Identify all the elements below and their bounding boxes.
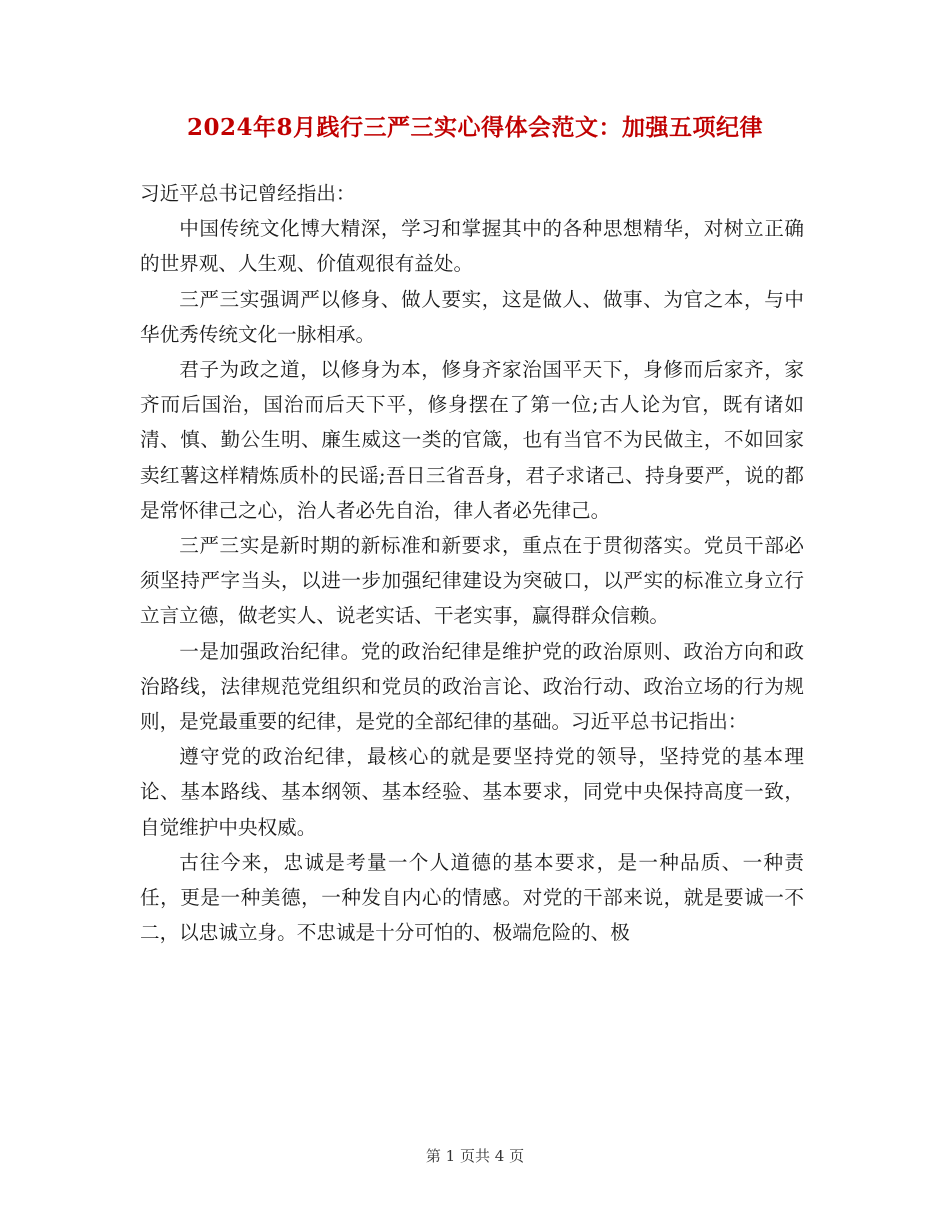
paragraph-intro: 习近平总书记曾经指出： [140,182,356,205]
paragraph: 三严三实强调严以修身、做人要实，这是做人、做事、为官之本，与中华优秀传统文化一脉相承。 [140,287,804,346]
paragraph: 一是加强政治纪律。党的政治纪律是维护党的政治原则、政治方向和政治路线，法律规范党组织和党员的政治言论、政治行动、政治立场的行为规则，是党最重要的纪律，是党的全部纪律的基础。习近平总书记指出： [140,639,804,734]
paragraph: 遵守党的政治纪律，最核心的就是要坚持党的领导，坚持党的基本理论、基本路线、基本纲领、基本经验、基本要求，同党中央保持高度一致，自觉维护中央权威。 [140,745,804,839]
paragraph: 中国传统文化博大精深，学习和掌握其中的各种思想精华，对树立正确的世界观、人生观、价值观很有益处。 [140,217,804,276]
page-number-footer: 第 1 页共 4 页 [425,1147,525,1165]
paragraph: 古往今来，忠诚是考量一个人道德的基本要求，是一种品质、一种责任，更是一种美德，一种发自内心的情感。对党的干部来说，就是要诚一不二，以忠诚立身。不忠诚是十分可怕的、极端危险的、极 [140,850,804,945]
document-title: 2024年8月践行三严三实心得体会范文：加强五项纪律 [186,114,764,141]
document-body [140,176,804,950]
paragraph: 君子为政之道，以修身为本，修身齐家治国平天下，身修而后家齐，家齐而后国治，国治而后天下平，修身摆在了第一位;古人论为官，既有诸如清、慎、勤公生明、廉生威这一类的官箴，也有当官不为民做主，不如回家卖红薯这样精炼质朴的民谣;吾日三省吾身，君子求诸己、持身要严，说的都是常怀律己之心，治人者必先自治，律人者必先律己。 [140,358,804,522]
paragraph: 三严三实是新时期的新标准和新要求，重点在于贯彻落实。党员干部必须坚持严字当头，以进一步加强纪律建设为突破口，以严实的标准立身立行立言立德，做老实人、说老实话、干老实事，赢得群众信赖。 [140,534,804,628]
